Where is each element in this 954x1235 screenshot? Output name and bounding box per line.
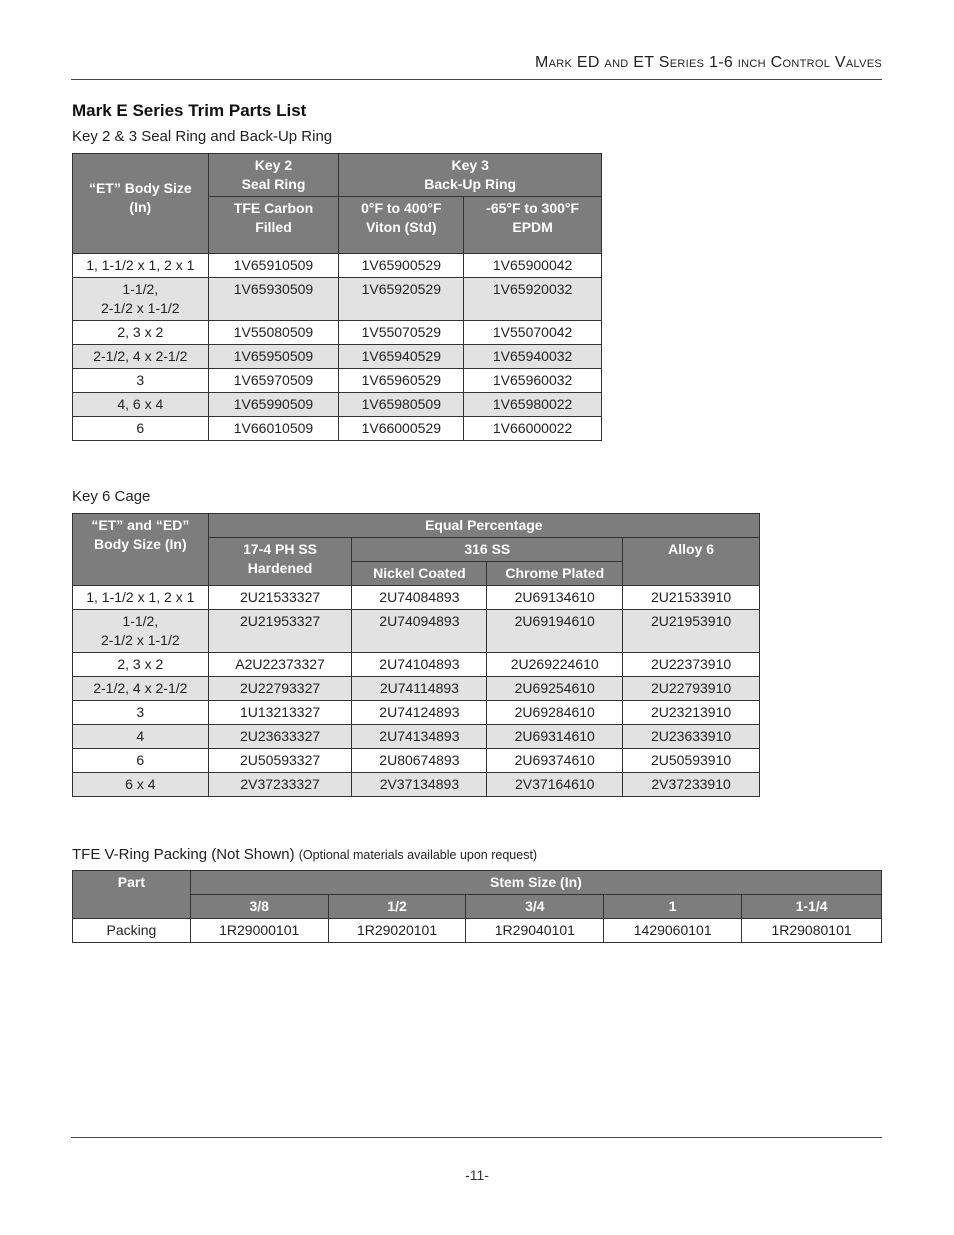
- part-number-cell: 2U23633910: [623, 725, 760, 749]
- part-number-cell: 2U23213910: [623, 701, 760, 725]
- header-body-size-text: “ET” Body Size (In): [88, 179, 192, 215]
- part-number-cell: 2U21533327: [208, 586, 352, 610]
- row-label-cell: 1-1/2, 2-1/2 x 1-1/2: [73, 610, 209, 653]
- part-number-cell: 1V65980022: [464, 393, 602, 417]
- header-stem-1: 1: [604, 895, 742, 919]
- part-number-cell: 1V66000529: [339, 417, 464, 441]
- table2-caption: Key 6 Cage: [72, 488, 151, 505]
- table-row: [73, 610, 760, 653]
- part-number-cell: 2U22793327: [208, 677, 352, 701]
- part-number-cell: A2U22373327: [208, 653, 352, 677]
- header-epdm-line2: EPDM: [512, 219, 553, 235]
- header-body-size-line2: Body Size (In): [94, 536, 187, 552]
- part-number-cell: 1V65990509: [208, 393, 339, 417]
- part-number-cell: 2U69254610: [487, 677, 623, 701]
- part-number-cell: 1V65910509: [208, 254, 339, 278]
- part-number-cell: 2U74114893: [352, 677, 487, 701]
- header-key3-line2: Back-Up Ring: [424, 176, 517, 192]
- header-tfe-line1: TFE Carbon: [233, 200, 314, 216]
- table-row: [73, 677, 760, 701]
- header-key3-line1: Key 3: [451, 157, 489, 173]
- part-number-cell: 1V65960032: [464, 369, 602, 393]
- part-number-cell: 2V37233327: [208, 773, 352, 797]
- part-number-cell: 2U74104893: [352, 653, 487, 677]
- header-316-ss: 316 SS: [352, 538, 623, 562]
- part-number-cell: 1R29020101: [328, 919, 466, 943]
- packing-table: [72, 870, 882, 943]
- part-number-cell: 1V65920032: [464, 278, 602, 321]
- part-number-cell: 1V65940529: [339, 345, 464, 369]
- row-label-cell: 6 x 4: [73, 773, 209, 797]
- header-nickel-coated: Nickel Coated: [352, 562, 487, 586]
- part-number-cell: 2U69194610: [487, 610, 623, 653]
- part-number-cell: 2U23633327: [208, 725, 352, 749]
- footer-rule: [71, 1137, 882, 1138]
- part-number-cell: 2U69374610: [487, 749, 623, 773]
- part-number-cell: 2U50593327: [208, 749, 352, 773]
- header-epdm-line1: -65°F to 300°F: [486, 200, 580, 216]
- header-chrome-plated: Chrome Plated: [487, 562, 623, 586]
- part-number-cell: 2U74124893: [352, 701, 487, 725]
- row-label-cell: 3: [73, 701, 209, 725]
- header-epdm: [464, 197, 602, 254]
- table-row: [73, 278, 602, 321]
- part-number-cell: 1V55080509: [208, 321, 339, 345]
- running-header: Mark ED and ET Series 1-6 inch Control Valves: [534, 54, 882, 71]
- table-row: [73, 417, 602, 441]
- seal-ring-table: [72, 153, 602, 441]
- part-number-cell: 1V65980509: [339, 393, 464, 417]
- header-viton-line1: 0°F to 400°F: [361, 200, 442, 216]
- header-stem-3-8: 3/8: [190, 895, 328, 919]
- row-label-cell: 1, 1-1/2 x 1, 2 x 1: [73, 586, 209, 610]
- table-row: [73, 369, 602, 393]
- header-stem-3-4: 3/4: [466, 895, 604, 919]
- part-number-cell: 1V65900042: [464, 254, 602, 278]
- header-equal-percentage: Equal Percentage: [208, 514, 759, 538]
- row-label-cell: 6: [73, 749, 209, 773]
- header-tfe-line2: Filled: [255, 219, 292, 235]
- part-number-cell: 1V66000022: [464, 417, 602, 441]
- part-number-cell: 1U13213327: [208, 701, 352, 725]
- part-number-cell: 1V65970509: [208, 369, 339, 393]
- table3-caption-note: (Optional materials available upon request): [298, 848, 538, 862]
- part-number-cell: 1V65930509: [208, 278, 339, 321]
- header-17-4-ph-line1: 17-4 PH SS: [243, 541, 318, 557]
- part-number-cell: 2U80674893: [352, 749, 487, 773]
- table3-caption-main: TFE V-Ring Packing (Not Shown): [72, 846, 295, 863]
- row-label-cell: Packing: [73, 919, 191, 943]
- row-label-cell: 4, 6 x 4: [73, 393, 209, 417]
- row-label-cell: 2, 3 x 2: [73, 653, 209, 677]
- header-viton-line2: Viton (Std): [366, 219, 437, 235]
- header-stem-1-2: 1/2: [328, 895, 466, 919]
- header-key2-line1: Key 2: [254, 157, 293, 173]
- part-number-cell: 2U69134610: [487, 586, 623, 610]
- table-row: [73, 653, 760, 677]
- row-label-cell: 1, 1-1/2 x 1, 2 x 1: [73, 254, 209, 278]
- header-key2: [208, 154, 339, 197]
- header-key3: [339, 154, 602, 197]
- header-17-4-ph: [208, 538, 352, 586]
- header-body-size-line1: “ET” and “ED”: [91, 517, 190, 533]
- part-number-cell: 1R29080101: [742, 919, 882, 943]
- part-number-cell: 2V37233910: [623, 773, 760, 797]
- part-number-cell: 2U69314610: [487, 725, 623, 749]
- part-number-cell: 1V65920529: [339, 278, 464, 321]
- header-key2-line2: Seal Ring: [241, 176, 306, 192]
- table-row: [73, 321, 602, 345]
- row-label-cell: 1-1/2, 2-1/2 x 1-1/2: [73, 278, 209, 321]
- table-row: [73, 393, 602, 417]
- part-number-cell: 2U74084893: [352, 586, 487, 610]
- table-row: [73, 254, 602, 278]
- header-rule: [71, 79, 882, 80]
- table-row: [73, 725, 760, 749]
- packing-table-body: [73, 919, 882, 943]
- table3-caption: [72, 846, 537, 863]
- header-part: Part: [73, 871, 191, 919]
- row-label-cell: 4: [73, 725, 209, 749]
- table-row: [73, 749, 760, 773]
- part-number-cell: 2V37134893: [352, 773, 487, 797]
- header-body-size: [73, 154, 209, 254]
- page-number: -11-: [465, 1167, 489, 1183]
- header-17-4-ph-line2: Hardened: [247, 560, 313, 576]
- part-number-cell: 1V55070042: [464, 321, 602, 345]
- part-number-cell: 1V65960529: [339, 369, 464, 393]
- table-row: [73, 773, 760, 797]
- part-number-cell: 2V37164610: [487, 773, 623, 797]
- row-label-cell: 2-1/2, 4 x 2-1/2: [73, 345, 209, 369]
- part-number-cell: 2U22793910: [623, 677, 760, 701]
- cage-table: [72, 513, 760, 797]
- part-number-cell: 2U50593910: [623, 749, 760, 773]
- row-label-cell: 2, 3 x 2: [73, 321, 209, 345]
- part-number-cell: 1R29000101: [190, 919, 328, 943]
- header-body-size: [73, 514, 209, 586]
- table-row: [73, 701, 760, 725]
- header-tfe: [208, 197, 339, 254]
- cage-table-body: [73, 586, 760, 797]
- part-number-cell: 2U74134893: [352, 725, 487, 749]
- row-label-cell: 6: [73, 417, 209, 441]
- header-alloy-6: Alloy 6: [623, 538, 760, 586]
- part-number-cell: 2U69284610: [487, 701, 623, 725]
- row-label-cell: 2-1/2, 4 x 2-1/2: [73, 677, 209, 701]
- part-number-cell: 2U21533910: [623, 586, 760, 610]
- part-number-cell: 1V65900529: [339, 254, 464, 278]
- table-row: [73, 586, 760, 610]
- table-row: [73, 345, 602, 369]
- part-number-cell: 1V55070529: [339, 321, 464, 345]
- part-number-cell: 2U269224610: [487, 653, 623, 677]
- table-row: [73, 919, 882, 943]
- part-number-cell: 2U22373910: [623, 653, 760, 677]
- header-stem-size: Stem Size (In): [190, 871, 881, 895]
- seal-ring-table-body: [73, 254, 602, 441]
- part-number-cell: 1V66010509: [208, 417, 339, 441]
- part-number-cell: 2U21953910: [623, 610, 760, 653]
- part-number-cell: 1429060101: [604, 919, 742, 943]
- part-number-cell: 2U74094893: [352, 610, 487, 653]
- part-number-cell: 2U21953327: [208, 610, 352, 653]
- section-title: Mark E Series Trim Parts List: [72, 101, 307, 120]
- header-viton: [339, 197, 464, 254]
- part-number-cell: 1V65940032: [464, 345, 602, 369]
- header-stem-1-1-4: 1-1/4: [742, 895, 882, 919]
- part-number-cell: 1R29040101: [466, 919, 604, 943]
- part-number-cell: 1V65950509: [208, 345, 339, 369]
- table1-caption: Key 2 & 3 Seal Ring and Back-Up Ring: [72, 128, 333, 145]
- row-label-cell: 3: [73, 369, 209, 393]
